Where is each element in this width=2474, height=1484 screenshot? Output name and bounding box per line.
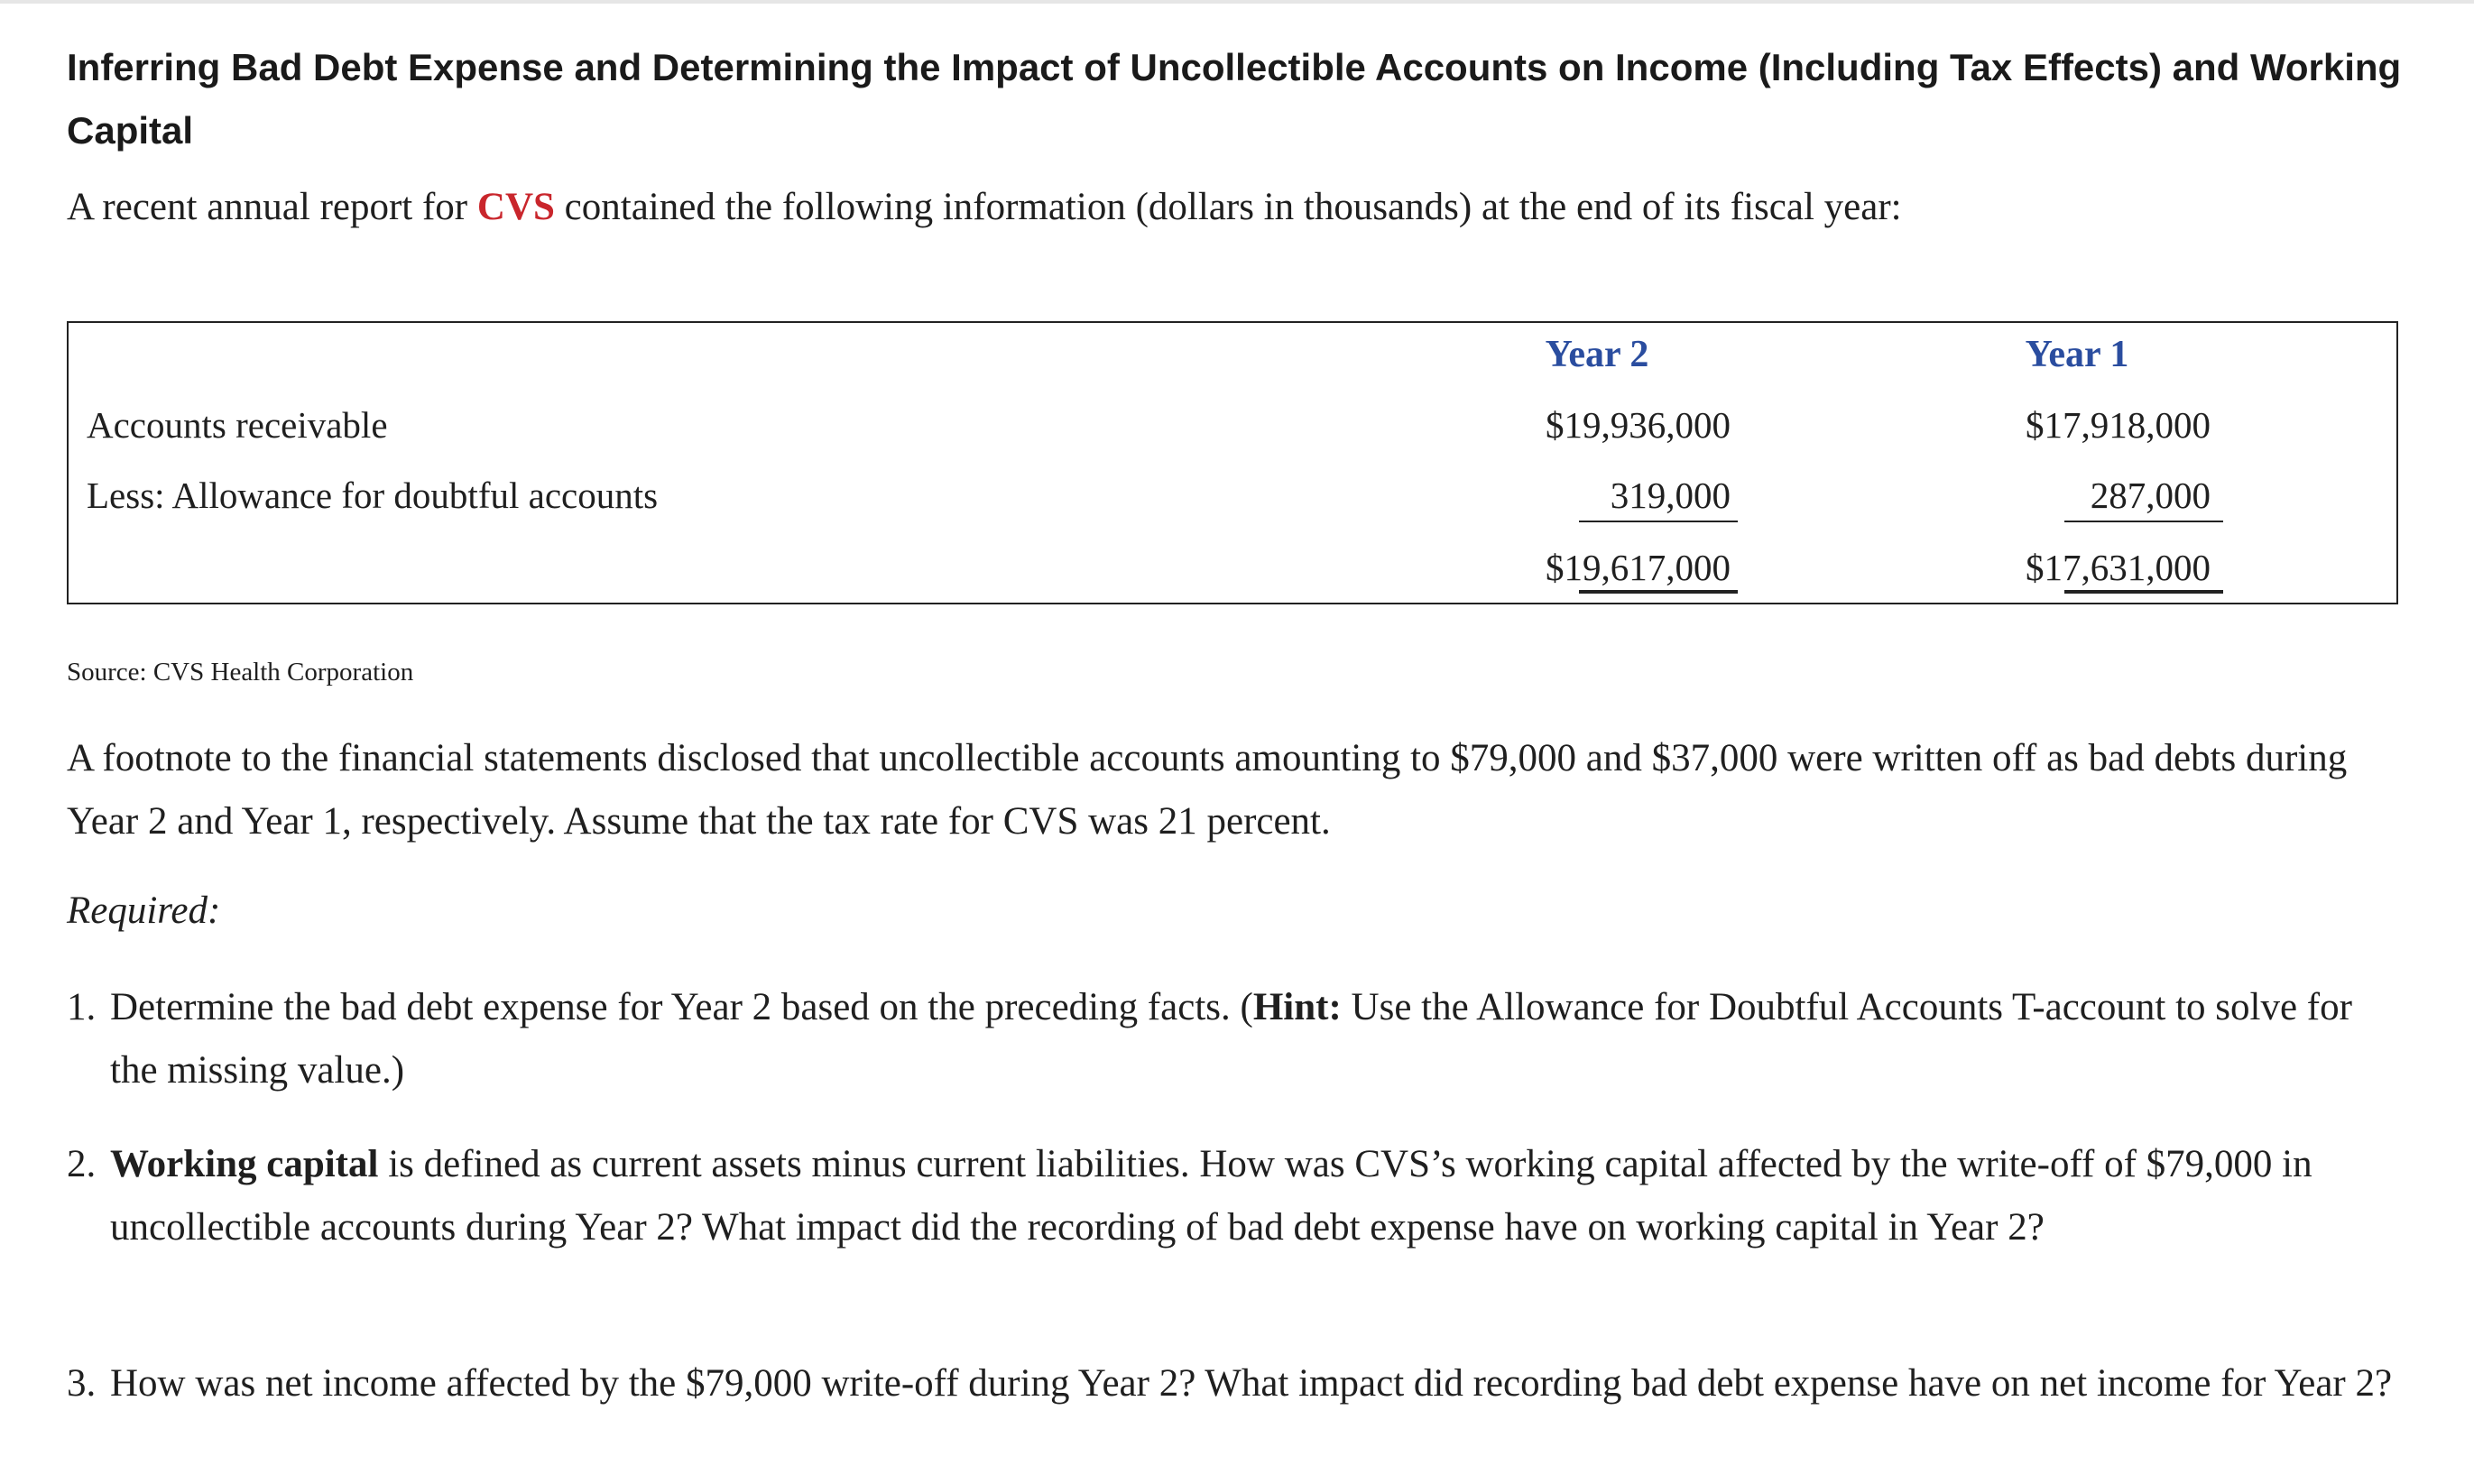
total-double-rule-year-1 xyxy=(2064,590,2223,594)
allowance-year-2: 319,000 xyxy=(1610,475,1731,516)
net-year-2: $19,617,000 xyxy=(1546,547,1731,588)
intro-paragraph xyxy=(67,180,1902,235)
net-year-1: $17,631,000 xyxy=(2026,547,2211,588)
ar-year-2: $19,936,000 xyxy=(1546,404,1731,446)
question-1-number: 1. xyxy=(67,986,97,1028)
question-2-number: 2. xyxy=(67,1143,97,1185)
top-divider xyxy=(0,0,2474,4)
question-1-text-b: Use the Allowance for Doubtful Accounts T-account to solve for the missing value.) xyxy=(110,986,2352,1092)
header-year-2: Year 2 xyxy=(1545,334,1649,375)
footnote-paragraph: A footnote to the financial statements disclosed that uncollectible accounts amounting to $79,000 and $37,000 were written off as bad debts during Year 2 and Year 1, respectively. Assume that the tax rate for CVS was 21 percent. xyxy=(67,737,2348,843)
question-3-number: 3. xyxy=(67,1362,97,1405)
row-label-allowance: Less: Allowance for doubtful accounts xyxy=(87,475,659,516)
page-title: Inferring Bad Debt Expense and Determining the Impact of Uncollectible Accounts on Income (Including Tax Effects) and Working Capital xyxy=(67,46,2402,152)
financial-table xyxy=(67,321,2398,604)
intro-text-before: A recent annual report for xyxy=(67,186,477,228)
question-3 xyxy=(67,1352,2404,1415)
question-1-hint-label: Hint: xyxy=(1252,986,1342,1028)
subtotal-rule-year-2 xyxy=(1579,521,1738,522)
required-heading: Required: xyxy=(67,889,221,932)
header-year-1: Year 1 xyxy=(2025,334,2129,375)
row-label-accounts-receivable: Accounts receivable xyxy=(87,404,388,446)
ar-year-1: $17,918,000 xyxy=(2026,404,2211,446)
intro-text-after: contained the following information (dollars in thousands) at the end of its fiscal year: xyxy=(554,186,1902,228)
question-1 xyxy=(67,976,2404,1102)
allowance-year-1: 287,000 xyxy=(2090,475,2211,516)
total-double-rule-year-2 xyxy=(1579,590,1738,594)
source-note: Source: CVS Health Corporation xyxy=(67,658,414,687)
question-2-term: Working capital xyxy=(110,1143,379,1185)
subtotal-rule-year-1 xyxy=(2064,521,2223,522)
question-2-text: is defined as current assets minus current liabilities. How was CVS’s working capital affected by the write-off of $79,000 in uncollectible accounts during Year 2? What impact did the recording of bad debt expense have on working capital in Year 2? xyxy=(110,1143,2312,1249)
company-name: CVS xyxy=(476,186,555,228)
question-2 xyxy=(67,1133,2404,1259)
question-3-text: How was net income affected by the $79,000 write-off during Year 2? What impact did recording bad debt expense have on net income for Year 2? xyxy=(110,1362,2393,1405)
question-1-text-a: Determine the bad debt expense for Year 2 based on the preceding facts. ( xyxy=(110,986,1253,1028)
